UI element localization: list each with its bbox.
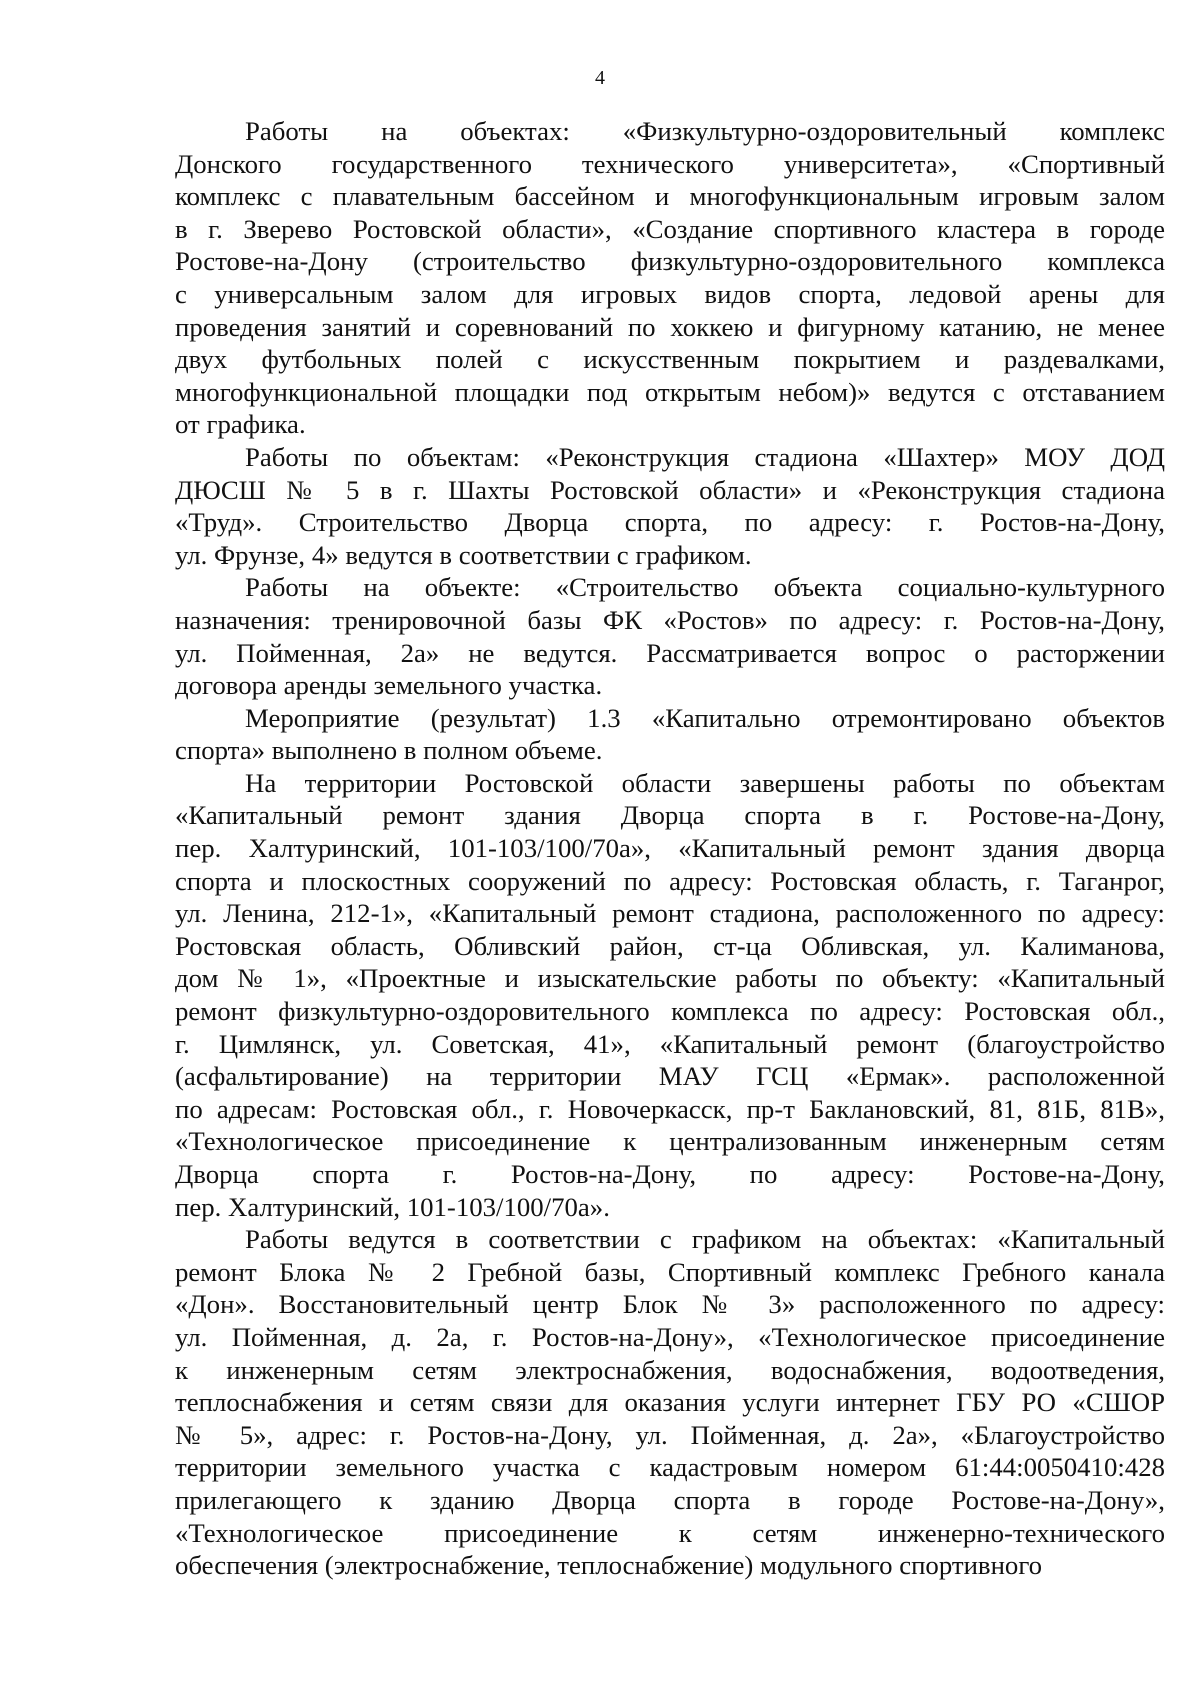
paragraph-line: Донского государственного технического университета», «Спортивный	[175, 148, 1165, 179]
paragraph-line: Ростовская область, Обливский район, ст-ца Обливская, ул. Калиманова,	[175, 930, 1165, 961]
paragraph	[175, 441, 1165, 571]
paragraph-line: «Дон». Восстановительный центр Блок № 3» расположенного по адресу:	[175, 1289, 1165, 1320]
paragraph-line: Ростове-на-Дону (строительство физкультурно-оздоровительного комплекса	[175, 246, 1165, 277]
paragraph-line: ул. Пойменная, 2а» не ведутся. Рассматривается вопрос о расторжении	[175, 637, 1165, 668]
paragraph-line: «Капитальный ремонт здания Дворца спорта в г. Ростове-на-Дону,	[175, 800, 1165, 831]
paragraph-line: назначения: тренировочной базы ФК «Ростов» по адресу: г. Ростов-на-Дону,	[175, 604, 1165, 635]
paragraph-line: прилегающего к зданию Дворца спорта в городе Ростове-на-Дону»,	[175, 1484, 1165, 1515]
paragraph-line: спорта» выполнено в полном объеме.	[175, 735, 603, 766]
paragraph	[175, 702, 1165, 767]
paragraph-line: пер. Халтуринский, 101-103/100/70а».	[175, 1191, 610, 1222]
page-number: 4	[595, 67, 605, 89]
paragraph-line: комплекс с плавательным бассейном и многофункциональным игровым залом	[175, 181, 1165, 212]
paragraph-line: ул. Пойменная, д. 2а, г. Ростов-на-Дону», «Технологическое присоединение	[175, 1321, 1165, 1352]
paragraph-line: ул. Фрунзе, 4» ведутся в соответствии с графиком.	[175, 539, 752, 570]
paragraph	[175, 571, 1165, 701]
paragraph-line: к инженерным сетям электроснабжения, водоснабжения, водоотведения,	[175, 1354, 1165, 1385]
paragraph	[175, 767, 1165, 1223]
paragraph-line: (асфальтирование) на территории МАУ ГСЦ «Ермак». расположенной	[175, 1061, 1165, 1092]
paragraph-line: по адресам: Ростовская обл., г. Новочеркасск, пр-т Баклановский, 81, 81Б, 81В»,	[175, 1093, 1165, 1124]
paragraph-line: № 5», адрес: г. Ростов-на-Дону, ул. Пойменная, д. 2а», «Благоустройство	[175, 1419, 1165, 1450]
paragraph	[175, 1223, 1165, 1582]
paragraph-line: спорта и плоскостных сооружений по адресу: Ростовская область, г. Таганрог,	[175, 865, 1165, 896]
paragraph-line: пер. Халтуринский, 101-103/100/70а», «Капитальный ремонт здания дворца	[175, 833, 1165, 864]
paragraph-line: многофункциональной площадки под открытым небом)» ведутся с отставанием	[175, 376, 1165, 407]
paragraph-line: Дворца спорта г. Ростов-на-Дону, по адресу: Ростове-на-Дону,	[175, 1159, 1165, 1189]
paragraph-line: Работы по объектам: «Реконструкция стадиона «Шахтер» МОУ ДОД	[245, 441, 1165, 472]
paragraph-line: ДЮСШ № 5 в г. Шахты Ростовской области» и «Реконструкция стадиона	[175, 474, 1165, 505]
paragraph	[175, 115, 1165, 441]
paragraph-line: от графика.	[175, 409, 306, 440]
paragraph-line: двух футбольных полей с искусственным покрытием и раздевалками,	[175, 344, 1165, 375]
paragraph-line: ремонт физкультурно-оздоровительного комплекса по адресу: Ростовская обл.,	[175, 996, 1165, 1027]
paragraph-line: в г. Зверево Ростовской области», «Создание спортивного кластера в городе	[175, 213, 1165, 244]
paragraph-line: с универсальным залом для игровых видов спорта, ледовой арены для	[175, 278, 1165, 309]
paragraph-line: Работы на объектах: «Физкультурно-оздоровительный комплекс	[245, 116, 1165, 146]
paragraph-line: г. Цимлянск, ул. Советская, 41», «Капитальный ремонт (благоустройство	[175, 1028, 1165, 1059]
paragraph-line: теплоснабжения и сетям связи для оказания услуги интернет ГБУ РО «СШОР	[175, 1387, 1165, 1418]
paragraph-line: ремонт Блока № 2 Гребной базы, Спортивный комплекс Гребного канала	[175, 1256, 1165, 1287]
paragraph-line: обеспечения (электроснабжение, теплоснабжение) модульного спортивного	[175, 1550, 1043, 1581]
paragraph-line: ул. Ленина, 212-1», «Капитальный ремонт стадиона, расположенного по адресу:	[175, 898, 1165, 929]
paragraph-line: Работы на объекте: «Строительство объекта социально-культурного	[245, 572, 1165, 603]
paragraph-line: «Технологическое присоединение к сетям инженерно-технического	[175, 1517, 1165, 1548]
paragraph-line: «Труд». Строительство Дворца спорта, по адресу: г. Ростов-на-Дону,	[175, 507, 1165, 538]
paragraph-line: Мероприятие (результат) 1.3 «Капитально отремонтировано объектов	[245, 702, 1165, 733]
paragraph-line: Работы ведутся в соответствии с графиком на объектах: «Капитальный	[245, 1224, 1165, 1255]
paragraph-line: дом № 1», «Проектные и изыскательские работы по объекту: «Капитальный	[175, 963, 1165, 994]
paragraph-line: проведения занятий и соревнований по хоккею и фигурному катанию, не менее	[175, 311, 1165, 342]
paragraph-line: «Технологическое присоединение к централизованным инженерным сетям	[175, 1126, 1165, 1157]
paragraph-line: договора аренды земельного участка.	[175, 670, 603, 701]
document-body	[175, 115, 1165, 1582]
paragraph-line: На территории Ростовской области завершены работы по объектам	[245, 767, 1165, 798]
paragraph-line: территории земельного участка с кадастровым номером 61:44:0050410:428	[175, 1452, 1165, 1483]
